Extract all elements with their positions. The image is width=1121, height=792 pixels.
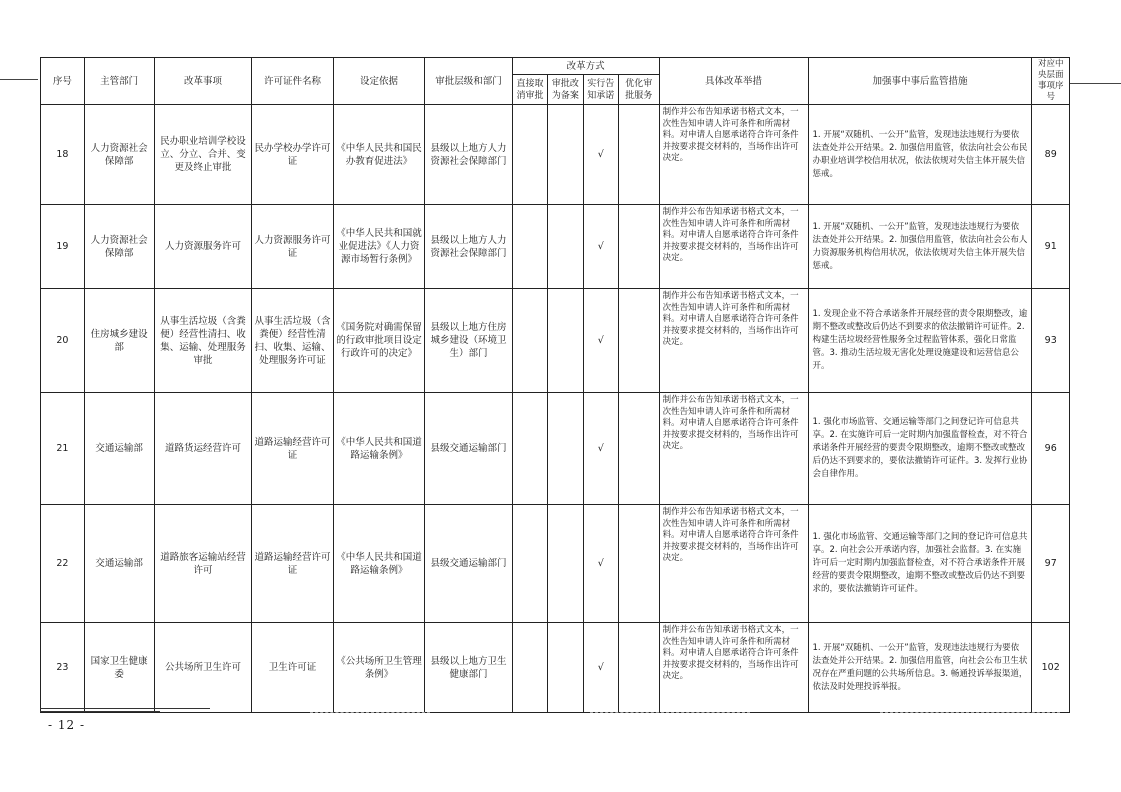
header-central: 对应中央层面事项序号	[1032, 58, 1070, 105]
cell-dept: 国家卫生健康委	[84, 623, 154, 713]
table-row	[41, 105, 1070, 205]
cell-seq: 22	[41, 505, 85, 623]
cell-mode-cancel	[512, 289, 547, 393]
cell-seq: 21	[41, 393, 85, 505]
scan-artifact-line	[310, 712, 430, 713]
check-mark-icon: √	[583, 505, 618, 623]
cell-item: 公共场所卫生许可	[154, 623, 252, 713]
cell-mode-cancel	[512, 393, 547, 505]
check-mark-icon: √	[583, 205, 618, 289]
header-level: 审批层级和部门	[425, 58, 512, 105]
header-mode-group: 改革方式	[512, 58, 659, 75]
cell-basis: 《中华人民共和国道路运输条例》	[333, 393, 425, 505]
cell-mode-cancel	[512, 205, 547, 289]
cell-supervise: 1. 强化市场监管、交通运输等部门之间的登记许可信息共享。2. 向社会公开承诺内容，加强社会监督。3. 在实施许可后一定时期内加强监督检查，对不符合承诺条件开展经营的要责令限期整改，逾期不整改或整改后仍达不到要求的，要依法撤销许可证件。	[808, 505, 1032, 623]
cell-mode-optimize	[618, 105, 659, 205]
cell-dept: 人力资源社会保障部	[84, 205, 154, 289]
header-mode-cancel: 直接取消审批	[512, 75, 547, 105]
check-mark-icon: √	[583, 393, 618, 505]
check-mark-icon: √	[583, 105, 618, 205]
cell-basis: 《中华人民共和国就业促进法》《人力资源市场暂行条例》	[333, 205, 425, 289]
table-row	[41, 205, 1070, 289]
cell-level: 县级以上地方人力资源社会保障部门	[425, 205, 512, 289]
cell-measure: 制作并公布告知承诺书格式文本，一次性告知申请人许可条件和所需材料。对申请人自愿承诺符合许可条件并按要求提交材料的，当场作出许可决定。	[659, 623, 808, 713]
table-row	[41, 505, 1070, 623]
cell-mode-optimize	[618, 393, 659, 505]
cell-supervise: 1. 强化市场监管、交通运输等部门之间登记许可信息共享。2. 在实施许可后一定时期内加强监督检查，对不符合承诺条件开展经营的要责令限期整改，逾期不整改或整改后仍达不到要求的，要依法撤销许可证件。3. 发挥行业协会自律作用。	[808, 393, 1032, 505]
cell-supervise: 1. 开展“双随机、一公开”监管，发现违法违规行为要依法查处并公开结果。2. 加强信用监管，依法向社会公布人力资源服务机构信用状况，依法依规对失信主体开展失信惩戒。	[808, 205, 1032, 289]
cell-basis: 《公共场所卫生管理条例》	[333, 623, 425, 713]
cell-level: 县级以上地方住房城乡建设（环境卫生）部门	[425, 289, 512, 393]
header-item: 改革事项	[154, 58, 252, 105]
cell-basis: 《中华人民共和国民办教育促进法》	[333, 105, 425, 205]
header-basis: 设定依据	[333, 58, 425, 105]
cell-mode-record	[548, 205, 583, 289]
cell-measure: 制作并公布告知承诺书格式文本，一次性告知申请人许可条件和所需材料。对申请人自愿承诺符合许可条件并按要求提交材料的，当场作出许可决定。	[659, 105, 808, 205]
cell-mode-cancel	[512, 623, 547, 713]
cell-level: 县级交通运输部门	[425, 505, 512, 623]
page-number: - 12 -	[48, 718, 86, 732]
cell-mode-record	[548, 105, 583, 205]
header-supervise: 加强事中事后监管措施	[808, 58, 1032, 105]
header-seq: 序号	[41, 58, 85, 105]
cell-license: 人力资源服务许可证	[252, 205, 333, 289]
cell-item: 道路旅客运输站经营许可	[154, 505, 252, 623]
cell-central: 102	[1032, 623, 1070, 713]
header-license: 许可证件名称	[252, 58, 333, 105]
cell-supervise: 1. 发现企业不符合承诺条件开展经营的责令限期整改，逾期不整改或整改后仍达不到要求的依法撤销许可证件。2. 构建生活垃圾经营性服务全过程监管体系，强化日常监管。3. 推动生活垃圾无害化处理设施建设和运营信息公开。	[808, 289, 1032, 393]
cell-mode-optimize	[618, 205, 659, 289]
cell-item: 从事生活垃圾（含粪便）经营性清扫、收集、运输、处理服务审批	[154, 289, 252, 393]
scan-artifact-line	[880, 712, 1060, 713]
cell-central: 89	[1032, 105, 1070, 205]
cell-measure: 制作并公布告知承诺书格式文本，一次性告知申请人许可条件和所需材料。对申请人自愿承诺符合许可条件并按要求提交材料的，当场作出许可决定。	[659, 505, 808, 623]
check-mark-icon: √	[583, 289, 618, 393]
right-margin-line	[1070, 83, 1121, 84]
cell-license: 道路运输经营许可证	[252, 505, 333, 623]
cell-license: 卫生许可证	[252, 623, 333, 713]
cell-level: 县级交通运输部门	[425, 393, 512, 505]
cell-mode-record	[548, 289, 583, 393]
cell-mode-cancel	[512, 505, 547, 623]
left-margin-line	[0, 79, 38, 80]
cell-license: 从事生活垃圾（含粪便）经营性清扫、收集、运输、处理服务许可证	[252, 289, 333, 393]
cell-mode-record	[548, 393, 583, 505]
cell-dept: 交通运输部	[84, 505, 154, 623]
cell-seq: 19	[41, 205, 85, 289]
cell-measure: 制作并公布告知承诺书格式文本，一次性告知申请人许可条件和所需材料。对申请人自愿承诺符合许可条件并按要求提交材料的，当场作出许可决定。	[659, 393, 808, 505]
cell-item: 民办职业培训学校设立、分立、合并、变更及终止审批	[154, 105, 252, 205]
cell-license: 民办学校办学许可证	[252, 105, 333, 205]
table-row	[41, 289, 1070, 393]
cell-level: 县级以上地方卫生健康部门	[425, 623, 512, 713]
cell-mode-record	[548, 623, 583, 713]
check-mark-icon: √	[583, 623, 618, 713]
cell-basis: 《中华人民共和国道路运输条例》	[333, 505, 425, 623]
cell-dept: 住房城乡建设部	[84, 289, 154, 393]
cell-seq: 20	[41, 289, 85, 393]
footer-rule-2	[40, 711, 160, 712]
cell-measure: 制作并公布告知承诺书格式文本，一次性告知申请人许可条件和所需材料。对申请人自愿承诺符合许可条件并按要求提交材料的，当场作出许可决定。	[659, 205, 808, 289]
cell-seq: 18	[41, 105, 85, 205]
table-row	[41, 393, 1070, 505]
scan-artifact-line	[590, 712, 750, 713]
cell-central: 93	[1032, 289, 1070, 393]
footer-rule	[40, 708, 210, 709]
cell-dept: 人力资源社会保障部	[84, 105, 154, 205]
cell-mode-optimize	[618, 623, 659, 713]
cell-central: 97	[1032, 505, 1070, 623]
cell-item: 道路货运经营许可	[154, 393, 252, 505]
header-mode-record: 审批改为备案	[548, 75, 583, 105]
cell-level: 县级以上地方人力资源社会保障部门	[425, 105, 512, 205]
header-measure: 具体改革举措	[659, 58, 808, 105]
header-mode-promise: 实行告知承诺	[583, 75, 618, 105]
cell-dept: 交通运输部	[84, 393, 154, 505]
header-dept: 主管部门	[84, 58, 154, 105]
cell-mode-optimize	[618, 289, 659, 393]
cell-central: 96	[1032, 393, 1070, 505]
cell-supervise: 1. 开展“双随机、一公开”监管，发现违法违规行为要依法查处并公开结果。2. 加强信用监管，依法向社会公布民办职业培训学校信用状况，依法依规对失信主体开展失信惩戒。	[808, 105, 1032, 205]
table-row	[41, 623, 1070, 713]
cell-mode-optimize	[618, 505, 659, 623]
cell-item: 人力资源服务许可	[154, 205, 252, 289]
header-mode-optimize: 优化审批服务	[618, 75, 659, 105]
cell-license: 道路运输经营许可证	[252, 393, 333, 505]
cell-measure: 制作并公布告知承诺书格式文本，一次性告知申请人许可条件和所需材料。对申请人自愿承诺符合许可条件并按要求提交材料的，当场作出许可决定。	[659, 289, 808, 393]
cell-supervise: 1. 开展“双随机、一公开”监管，发现违法违规行为要依法查处并公开结果。2. 加强信用监管，向社会公布卫生状况存在严重问题的公共场所信息。3. 畅通投诉举报渠道，依法及时处理投诉举报。	[808, 623, 1032, 713]
cell-central: 91	[1032, 205, 1070, 289]
reform-table	[40, 57, 1070, 713]
cell-seq: 23	[41, 623, 85, 713]
cell-mode-cancel	[512, 105, 547, 205]
cell-basis: 《国务院对确需保留的行政审批项目设定行政许可的决定》	[333, 289, 425, 393]
cell-mode-record	[548, 505, 583, 623]
